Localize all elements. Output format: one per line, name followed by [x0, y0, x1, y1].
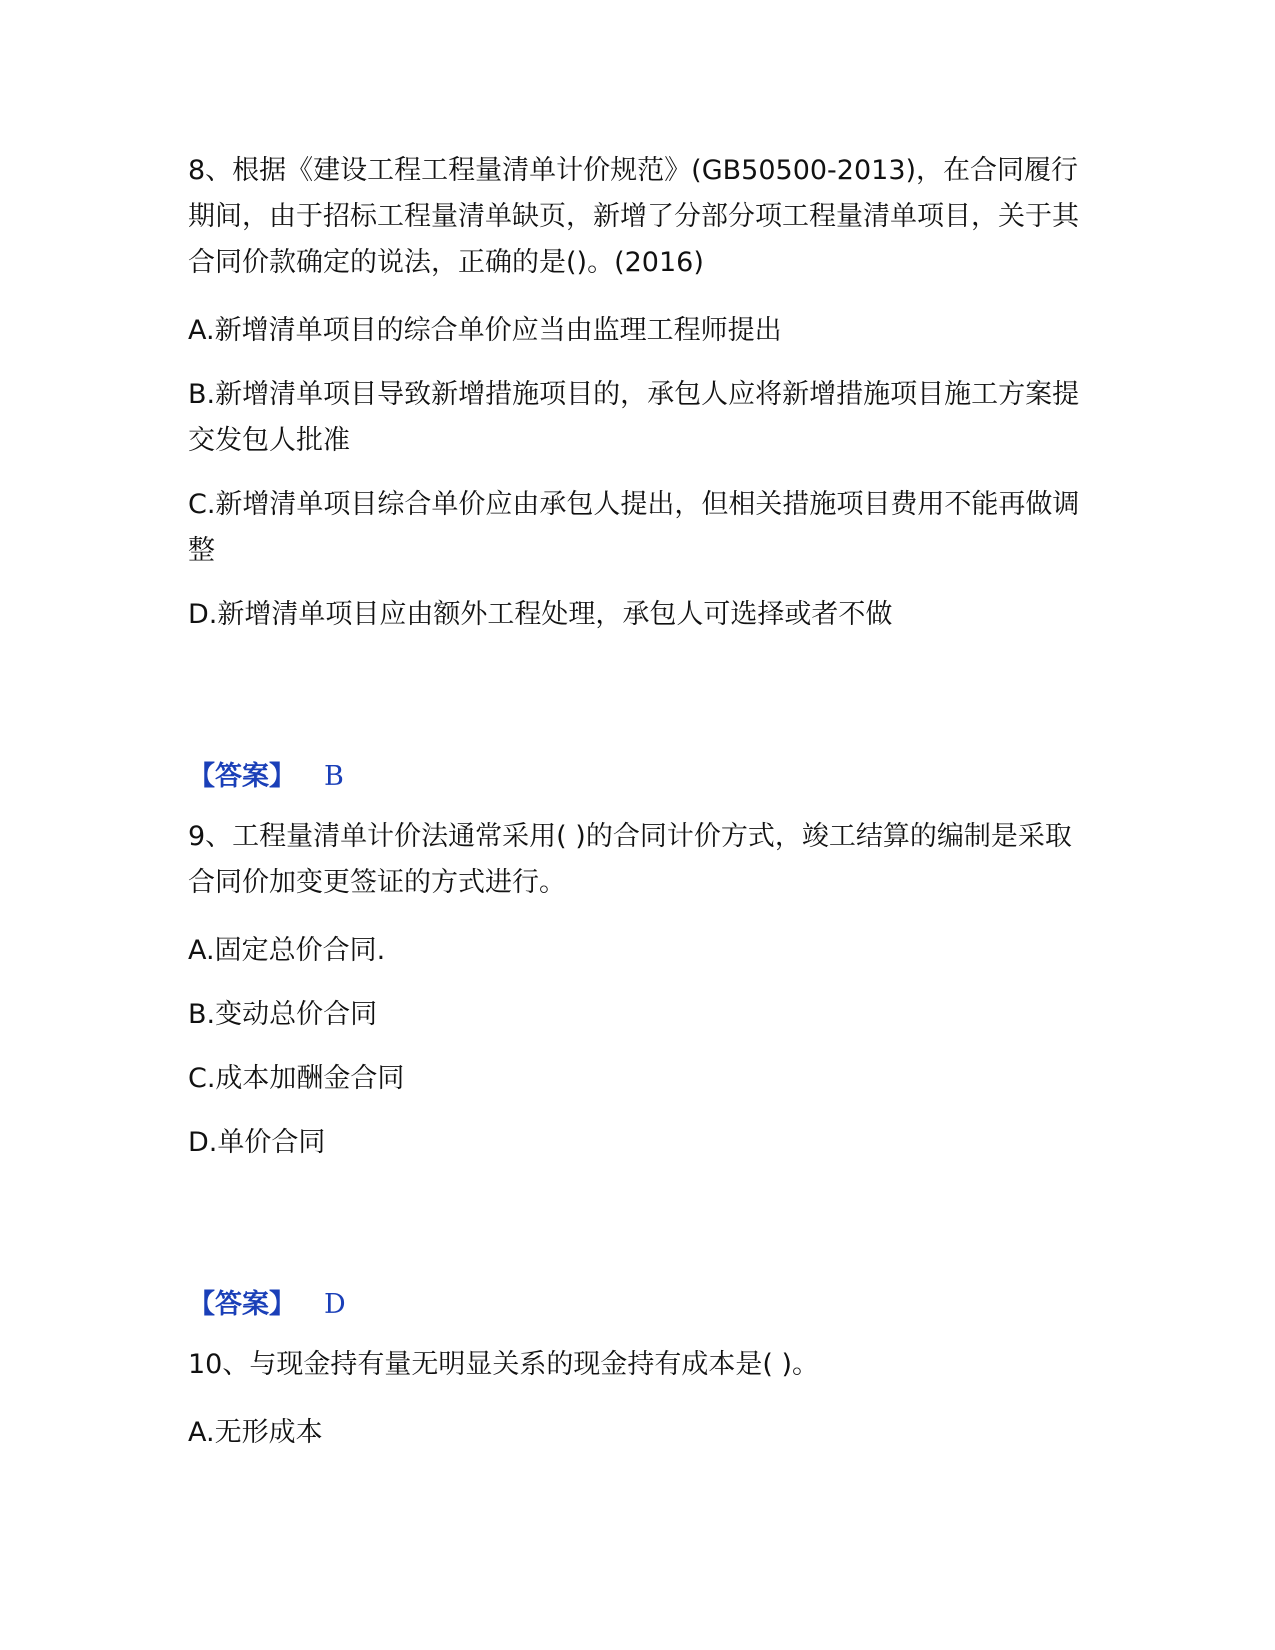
- question-9-option-d: D.单价合同: [188, 1127, 326, 1158]
- answer-value: D: [324, 1289, 346, 1320]
- answer-label: 【答案】: [188, 761, 296, 792]
- question-9-option-c: C.成本加酬金合同: [188, 1063, 405, 1094]
- question-9-answer: [188, 1282, 1088, 1328]
- question-8-stem: 8、根据《建设工程工程量清单计价规范》(GB50500-2013)，在合同履行期间，由于招标工程量清单缺页，新增了分部分项工程量清单项目，关于其合同价款确定的说法，正确的是()。(2016): [188, 155, 1079, 278]
- document-page: [188, 148, 1088, 1456]
- question-8-option-d: D.新增清单项目应由额外工程处理，承包人可选择或者不做: [188, 599, 893, 630]
- question-8-answer: [188, 754, 1088, 800]
- question-10-stem: 10、与现金持有量无明显关系的现金持有成本是( )。: [188, 1349, 820, 1380]
- answer-value: B: [324, 761, 344, 792]
- question-8-option-a: A.新增清单项目的综合单价应当由监理工程师提出: [188, 315, 782, 346]
- question-9-option-b: B.变动总价合同: [188, 999, 378, 1030]
- question-9-option-a: A.固定总价合同.: [188, 935, 386, 966]
- question-8-option-c: C.新增清单项目综合单价应由承包人提出，但相关措施项目费用不能再做调整: [188, 489, 1080, 566]
- question-8-option-b: B.新增清单项目导致新增措施项目的，承包人应将新增措施项目施工方案提交发包人批准: [188, 379, 1080, 456]
- question-9-stem: 9、工程量清单计价法通常采用( )的合同计价方式，竣工结算的编制是采取合同价加变更签证的方式进行。: [188, 821, 1072, 898]
- question-10-option-a: A.无形成本: [188, 1417, 323, 1448]
- answer-label: 【答案】: [188, 1289, 296, 1320]
